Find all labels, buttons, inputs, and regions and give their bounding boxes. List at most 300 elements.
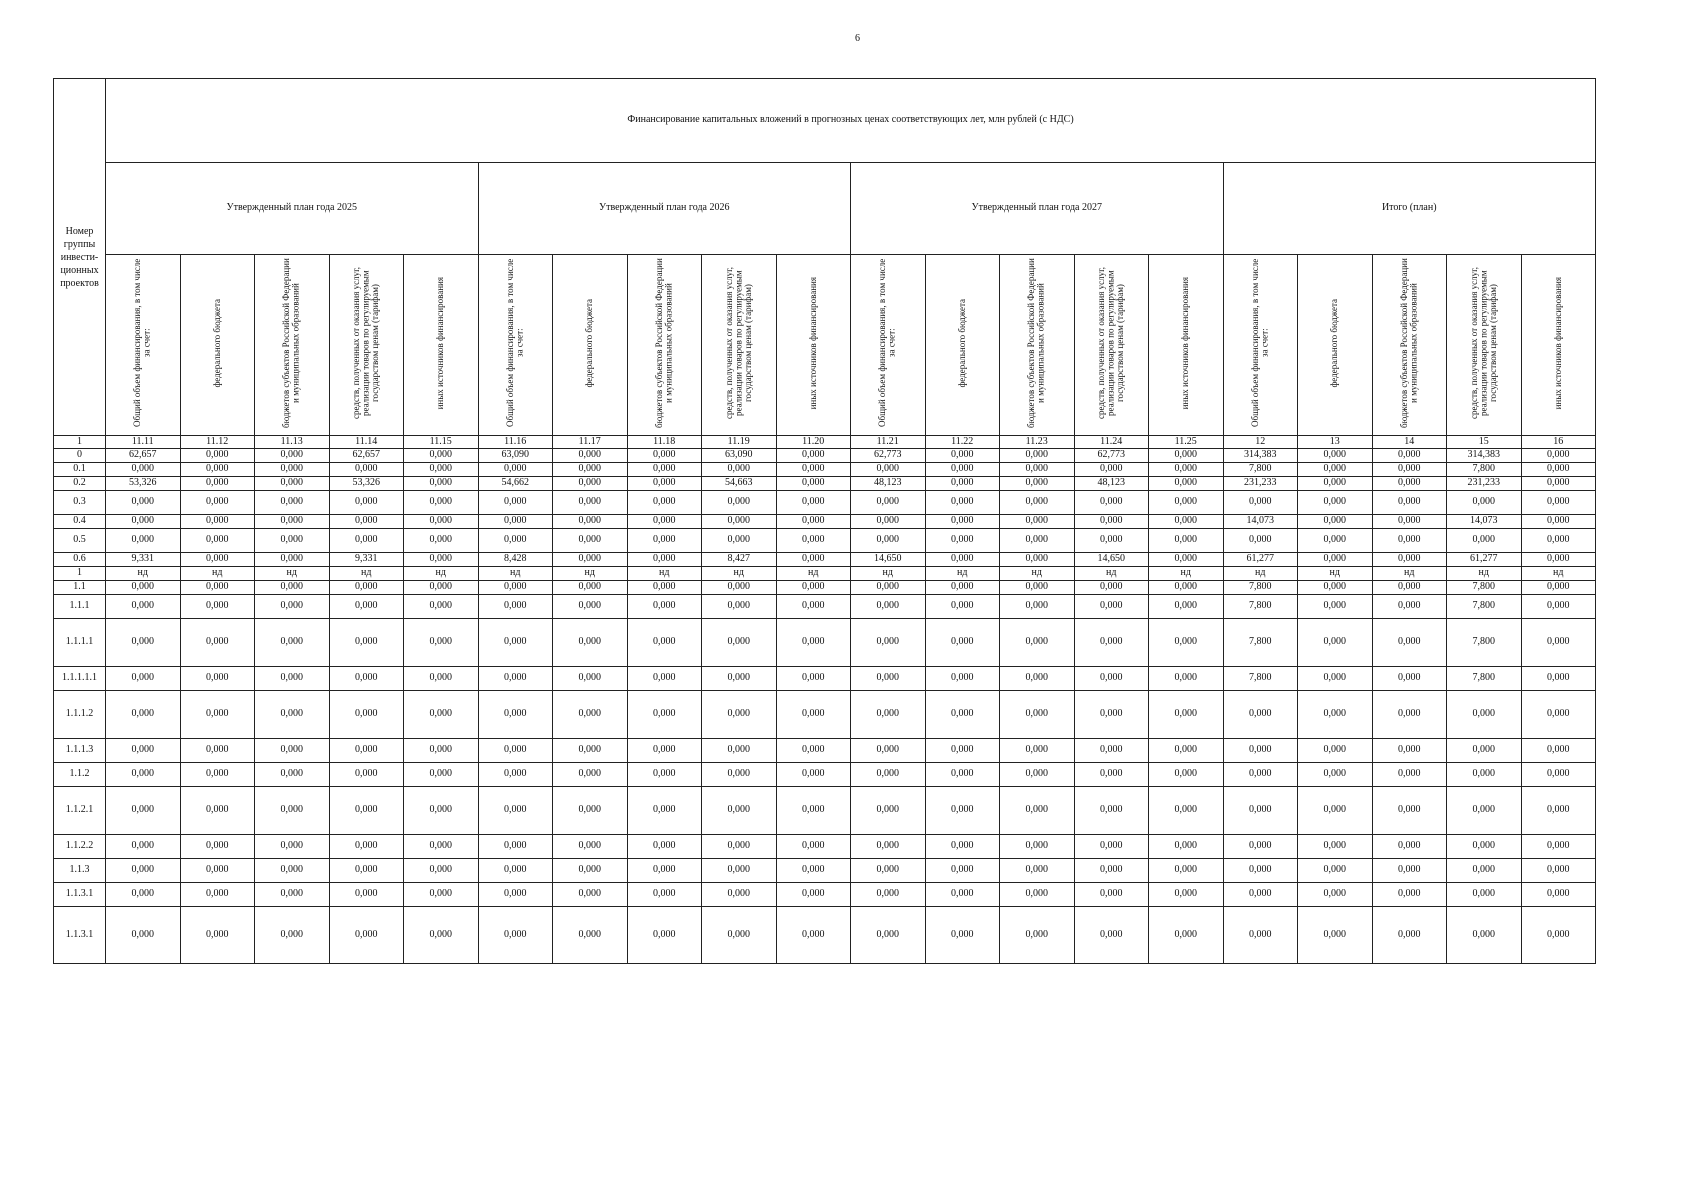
value-cell: 0,000	[1074, 859, 1149, 883]
row-id-cell: 1.1.1.1.1	[54, 667, 106, 691]
value-cell: 0,000	[1149, 581, 1224, 595]
value-cell: 0,000	[106, 763, 181, 787]
value-cell: 0,000	[702, 667, 777, 691]
value-cell: 0,000	[1000, 477, 1075, 491]
value-cell: 0,000	[1372, 595, 1447, 619]
value-cell: 7,800	[1223, 463, 1298, 477]
value-cell: 7,800	[1447, 463, 1522, 477]
value-cell: 0,000	[1298, 691, 1373, 739]
column-number: 13	[1298, 436, 1373, 449]
value-cell: 0,000	[1447, 691, 1522, 739]
value-cell: 0,000	[1521, 787, 1596, 835]
value-cell: 7,800	[1223, 581, 1298, 595]
column-number: 11.19	[702, 436, 777, 449]
value-cell: нд	[553, 567, 628, 581]
table-row	[54, 763, 1596, 787]
value-cell: 0,000	[1447, 763, 1522, 787]
value-cell: 0,000	[255, 883, 330, 907]
value-cell: 0,000	[1521, 553, 1596, 567]
value-cell: 0,000	[404, 581, 479, 595]
row-id-cell: 1.1.2	[54, 763, 106, 787]
subcolumn-header-label: средств, полученных от оказания услуг, реализации товаров по регулируемым государством ценам (тарифам)	[351, 267, 380, 420]
value-cell: 0,000	[627, 763, 702, 787]
value-cell: 0,000	[553, 515, 628, 529]
value-cell: 0,000	[255, 691, 330, 739]
value-cell: 0,000	[1223, 491, 1298, 515]
value-cell: 0,000	[627, 619, 702, 667]
value-cell: 0,000	[553, 619, 628, 667]
value-cell: 0,000	[255, 477, 330, 491]
value-cell: 0,000	[627, 907, 702, 964]
value-cell: 0,000	[851, 529, 926, 553]
value-cell: 0,000	[478, 491, 553, 515]
subcolumn-header	[1521, 255, 1596, 436]
column-number: 11.25	[1149, 436, 1224, 449]
value-cell: 0,000	[776, 883, 851, 907]
table-row	[54, 553, 1596, 567]
subcolumn-header	[1000, 255, 1075, 436]
value-cell: 0,000	[776, 553, 851, 567]
value-cell: 0,000	[106, 619, 181, 667]
table-row	[54, 667, 1596, 691]
value-cell: 8,428	[478, 553, 553, 567]
column-number-row	[54, 436, 1596, 449]
value-cell: 0,000	[1372, 883, 1447, 907]
table-row	[54, 449, 1596, 463]
subcolumn-header	[404, 255, 479, 436]
value-cell: нд	[180, 567, 255, 581]
value-cell: 0,000	[404, 463, 479, 477]
table-row	[54, 529, 1596, 553]
value-cell: 0,000	[702, 835, 777, 859]
value-cell: 0,000	[255, 739, 330, 763]
subcolumn-header-label: Общий объем финансирования, в том числе за счет:	[504, 259, 525, 428]
value-cell: 0,000	[255, 449, 330, 463]
value-cell: 14,650	[1074, 553, 1149, 567]
value-cell: 0,000	[478, 595, 553, 619]
value-cell: 0,000	[106, 491, 181, 515]
column-number: 11.16	[478, 436, 553, 449]
value-cell: 0,000	[851, 667, 926, 691]
value-cell: 0,000	[776, 835, 851, 859]
value-cell: 0,000	[1149, 763, 1224, 787]
value-cell: нд	[925, 567, 1000, 581]
subcolumn-header-label: федерального бюджета	[1329, 298, 1340, 388]
value-cell: 0,000	[1074, 691, 1149, 739]
value-cell: 0,000	[776, 619, 851, 667]
value-cell: 0,000	[180, 859, 255, 883]
value-cell: 0,000	[1000, 739, 1075, 763]
subcolumn-header-label: бюджетов субъектов Российской Федерации и муниципальных образований	[281, 258, 301, 429]
value-cell: 0,000	[1000, 595, 1075, 619]
subcolumn-header	[702, 255, 777, 436]
row-id-cell: 1	[54, 567, 106, 581]
value-cell: 0,000	[702, 529, 777, 553]
value-cell: 0,000	[1149, 835, 1224, 859]
value-cell: 0,000	[180, 619, 255, 667]
subcolumn-header-label: федерального бюджета	[584, 298, 595, 388]
value-cell: 0,000	[478, 787, 553, 835]
value-cell: 0,000	[776, 581, 851, 595]
value-cell: 0,000	[776, 463, 851, 477]
value-cell: 0,000	[1000, 883, 1075, 907]
value-cell: 0,000	[1298, 595, 1373, 619]
value-cell: 0,000	[1521, 529, 1596, 553]
value-cell: 48,123	[851, 477, 926, 491]
value-cell: 0,000	[925, 907, 1000, 964]
value-cell: 0,000	[106, 691, 181, 739]
value-cell: 0,000	[404, 515, 479, 529]
subcolumn-header-label: иных источников финансирования	[435, 277, 446, 410]
value-cell: 0,000	[255, 491, 330, 515]
value-cell: 0,000	[180, 787, 255, 835]
value-cell: 53,326	[329, 477, 404, 491]
value-cell: 0,000	[1074, 667, 1149, 691]
value-cell: 0,000	[1223, 907, 1298, 964]
value-cell: 0,000	[1298, 619, 1373, 667]
value-cell: 0,000	[851, 463, 926, 477]
value-cell: 0,000	[702, 463, 777, 477]
value-cell: 0,000	[329, 581, 404, 595]
value-cell: нд	[478, 567, 553, 581]
value-cell: 0,000	[553, 859, 628, 883]
value-cell: 0,000	[1447, 883, 1522, 907]
value-cell: 0,000	[1149, 619, 1224, 667]
subcolumn-header-label: бюджетов субъектов Российской Федерации и муниципальных образований	[1026, 258, 1046, 429]
value-cell: 0,000	[925, 667, 1000, 691]
subcolumn-header	[478, 255, 553, 436]
value-cell: 0,000	[553, 477, 628, 491]
value-cell: нд	[1447, 567, 1522, 581]
value-cell: 0,000	[776, 667, 851, 691]
value-cell: 62,657	[106, 449, 181, 463]
value-cell: 9,331	[329, 553, 404, 567]
row-id-cell: 1.1.1.3	[54, 739, 106, 763]
value-cell: 0,000	[255, 595, 330, 619]
subcolumn-header	[1074, 255, 1149, 436]
value-cell: 0,000	[702, 859, 777, 883]
value-cell: 0,000	[776, 595, 851, 619]
value-cell: 54,663	[702, 477, 777, 491]
value-cell: 0,000	[106, 907, 181, 964]
row-id-cell: 1.1.1.1	[54, 619, 106, 667]
subcolumn-header	[180, 255, 255, 436]
value-cell: 0,000	[776, 515, 851, 529]
value-cell: нд	[1372, 567, 1447, 581]
value-cell: 0,000	[255, 907, 330, 964]
value-cell: 0,000	[1372, 581, 1447, 595]
value-cell: 0,000	[1000, 491, 1075, 515]
column-number: 11.18	[627, 436, 702, 449]
value-cell: 0,000	[255, 667, 330, 691]
value-cell: 0,000	[627, 477, 702, 491]
value-cell: 0,000	[1000, 691, 1075, 739]
value-cell: 7,800	[1223, 619, 1298, 667]
value-cell: 0,000	[106, 787, 181, 835]
value-cell: 231,233	[1447, 477, 1522, 491]
table-row	[54, 619, 1596, 667]
subcolumn-header	[553, 255, 628, 436]
value-cell: 0,000	[1372, 667, 1447, 691]
value-cell: 0,000	[553, 835, 628, 859]
value-cell: 0,000	[776, 529, 851, 553]
value-cell: 0,000	[404, 595, 479, 619]
value-cell: 0,000	[404, 739, 479, 763]
value-cell: 0,000	[1298, 491, 1373, 515]
value-cell: 0,000	[478, 529, 553, 553]
value-cell: 0,000	[1223, 859, 1298, 883]
subcolumn-header-label: иных источников финансирования	[807, 277, 818, 410]
value-cell: 0,000	[1372, 477, 1447, 491]
value-cell: 0,000	[478, 883, 553, 907]
value-cell: 0,000	[702, 787, 777, 835]
value-cell: 63,090	[702, 449, 777, 463]
value-cell: 0,000	[627, 835, 702, 859]
value-cell: 0,000	[1521, 907, 1596, 964]
value-cell: 0,000	[329, 859, 404, 883]
value-cell: 0,000	[1298, 835, 1373, 859]
value-cell: 14,073	[1447, 515, 1522, 529]
value-cell: 0,000	[1074, 787, 1149, 835]
value-cell: 0,000	[478, 619, 553, 667]
value-cell: 0,000	[1000, 529, 1075, 553]
value-cell: 314,383	[1447, 449, 1522, 463]
value-cell: 0,000	[1521, 619, 1596, 667]
value-cell: 54,662	[478, 477, 553, 491]
table-row	[54, 581, 1596, 595]
value-cell: 0,000	[851, 581, 926, 595]
value-cell: 0,000	[776, 477, 851, 491]
value-cell: 0,000	[1521, 691, 1596, 739]
value-cell: 0,000	[1149, 463, 1224, 477]
value-cell: 0,000	[1521, 463, 1596, 477]
value-cell: 0,000	[478, 667, 553, 691]
value-cell: 0,000	[106, 739, 181, 763]
value-cell: 0,000	[404, 667, 479, 691]
value-cell: 0,000	[627, 553, 702, 567]
value-cell: 0,000	[478, 739, 553, 763]
value-cell: 7,800	[1223, 595, 1298, 619]
subcolumn-header	[1149, 255, 1224, 436]
row-id-cell: 1.1.1.2	[54, 691, 106, 739]
value-cell: 0,000	[1298, 763, 1373, 787]
value-cell: нд	[1521, 567, 1596, 581]
value-cell: 0,000	[1149, 907, 1224, 964]
value-cell: 0,000	[1223, 763, 1298, 787]
value-cell: 0,000	[776, 787, 851, 835]
row-id-cell: 0.3	[54, 491, 106, 515]
value-cell: 0,000	[180, 491, 255, 515]
value-cell: 0,000	[329, 763, 404, 787]
value-cell: нд	[851, 567, 926, 581]
value-cell: 0,000	[1074, 835, 1149, 859]
table-row	[54, 567, 1596, 581]
value-cell: нд	[1223, 567, 1298, 581]
value-cell: 0,000	[255, 835, 330, 859]
value-cell: 0,000	[925, 463, 1000, 477]
value-cell: 0,000	[329, 691, 404, 739]
column-number: 16	[1521, 436, 1596, 449]
subcolumn-header-label: федерального бюджета	[211, 298, 222, 388]
value-cell: 0,000	[1372, 553, 1447, 567]
value-cell: 0,000	[180, 581, 255, 595]
value-cell: 0,000	[1074, 739, 1149, 763]
value-cell: 0,000	[1298, 787, 1373, 835]
value-cell: 0,000	[925, 515, 1000, 529]
value-cell: 0,000	[1372, 907, 1447, 964]
column-number: 1	[54, 436, 106, 449]
value-cell: 0,000	[553, 529, 628, 553]
value-cell: 0,000	[1223, 883, 1298, 907]
value-cell: 0,000	[553, 787, 628, 835]
value-cell: 0,000	[553, 763, 628, 787]
value-cell: 314,383	[1223, 449, 1298, 463]
value-cell: 0,000	[702, 581, 777, 595]
value-cell: 0,000	[1521, 449, 1596, 463]
group-header-2027: Утвержденный план года 2027	[851, 163, 1224, 255]
value-cell: 0,000	[1149, 787, 1224, 835]
value-cell: 0,000	[255, 787, 330, 835]
column-number: 11.21	[851, 436, 926, 449]
value-cell: 0,000	[627, 739, 702, 763]
value-cell: 0,000	[106, 883, 181, 907]
value-cell: 0,000	[1000, 859, 1075, 883]
value-cell: 0,000	[553, 581, 628, 595]
value-cell: 0,000	[1074, 763, 1149, 787]
value-cell: 0,000	[478, 463, 553, 477]
value-cell: 0,000	[329, 463, 404, 477]
row-id-cell: 1.1.2.2	[54, 835, 106, 859]
row-id-cell: 0.1	[54, 463, 106, 477]
value-cell: 0,000	[1372, 491, 1447, 515]
value-cell: 0,000	[478, 907, 553, 964]
value-cell: нд	[776, 567, 851, 581]
value-cell: 0,000	[553, 449, 628, 463]
table-row	[54, 477, 1596, 491]
value-cell: 0,000	[478, 763, 553, 787]
value-cell: нд	[1298, 567, 1373, 581]
value-cell: 0,000	[776, 763, 851, 787]
value-cell: 0,000	[478, 691, 553, 739]
value-cell: 0,000	[1223, 691, 1298, 739]
value-cell: 0,000	[1372, 835, 1447, 859]
value-cell: 0,000	[776, 449, 851, 463]
value-cell: 0,000	[851, 883, 926, 907]
row-id-cell: 0	[54, 449, 106, 463]
value-cell: нд	[1000, 567, 1075, 581]
value-cell: 0,000	[255, 619, 330, 667]
value-cell: 0,000	[404, 491, 479, 515]
value-cell: 0,000	[1447, 491, 1522, 515]
column-number: 15	[1447, 436, 1522, 449]
value-cell: 0,000	[329, 835, 404, 859]
table-row	[54, 787, 1596, 835]
value-cell: 0,000	[851, 619, 926, 667]
row-id-cell: 1.1.3.1	[54, 883, 106, 907]
value-cell: 0,000	[106, 859, 181, 883]
value-cell: 0,000	[180, 691, 255, 739]
value-cell: 0,000	[180, 515, 255, 529]
value-cell: 0,000	[925, 491, 1000, 515]
row-id-cell: 1.1.3.1	[54, 907, 106, 964]
value-cell: 0,000	[627, 491, 702, 515]
value-cell: 0,000	[1521, 883, 1596, 907]
value-cell: 0,000	[180, 553, 255, 567]
value-cell: 0,000	[925, 581, 1000, 595]
subcolumn-header-row	[54, 255, 1596, 436]
subcolumn-header	[255, 255, 330, 436]
value-cell: 0,000	[553, 907, 628, 964]
value-cell: 0,000	[1521, 667, 1596, 691]
value-cell: 0,000	[627, 529, 702, 553]
value-cell: 7,800	[1447, 667, 1522, 691]
subcolumn-header-label: федерального бюджета	[956, 298, 967, 388]
value-cell: 0,000	[329, 619, 404, 667]
value-cell: 0,000	[702, 883, 777, 907]
value-cell: 0,000	[553, 739, 628, 763]
value-cell: 0,000	[627, 883, 702, 907]
value-cell: нд	[1149, 567, 1224, 581]
value-cell: 0,000	[1223, 835, 1298, 859]
value-cell: 0,000	[1298, 515, 1373, 529]
page-number: 6	[855, 33, 860, 44]
value-cell: 7,800	[1447, 581, 1522, 595]
value-cell: 0,000	[1521, 477, 1596, 491]
subcolumn-header-label: Общий объем финансирования, в том числе за счет:	[877, 259, 897, 428]
value-cell: 0,000	[851, 491, 926, 515]
value-cell: 0,000	[702, 739, 777, 763]
value-cell: 0,000	[404, 477, 479, 491]
value-cell: 0,000	[553, 667, 628, 691]
table-row	[54, 595, 1596, 619]
value-cell: 0,000	[1223, 787, 1298, 835]
table-row	[54, 883, 1596, 907]
value-cell: 0,000	[1149, 883, 1224, 907]
value-cell: 0,000	[925, 619, 1000, 667]
value-cell: 0,000	[106, 463, 181, 477]
value-cell: нд	[106, 567, 181, 581]
value-cell: 0,000	[1000, 449, 1075, 463]
value-cell: 61,277	[1223, 553, 1298, 567]
table-row	[54, 859, 1596, 883]
value-cell: 0,000	[1149, 477, 1224, 491]
subcolumn-header-label: средств, полученных от оказания услуг, реализации товаров по регулируемым государством ценам (тарифам)	[1468, 267, 1498, 420]
value-cell: 0,000	[1447, 739, 1522, 763]
value-cell: 0,000	[329, 515, 404, 529]
value-cell: 0,000	[1372, 449, 1447, 463]
value-cell: 0,000	[851, 763, 926, 787]
value-cell: 0,000	[1074, 619, 1149, 667]
value-cell: 0,000	[1223, 529, 1298, 553]
row-id-cell: 0.6	[54, 553, 106, 567]
value-cell: 0,000	[255, 581, 330, 595]
value-cell: 0,000	[1074, 463, 1149, 477]
value-cell: 0,000	[404, 619, 479, 667]
value-cell: 0,000	[478, 835, 553, 859]
subcolumn-header-label: бюджетов субъектов Российской Федерации и муниципальных образований	[653, 258, 674, 429]
subcolumn-header	[1372, 255, 1447, 436]
value-cell: нд	[627, 567, 702, 581]
column-number: 11.15	[404, 436, 479, 449]
value-cell: 0,000	[1149, 449, 1224, 463]
value-cell: 0,000	[404, 787, 479, 835]
value-cell: 0,000	[925, 449, 1000, 463]
value-cell: 0,000	[925, 739, 1000, 763]
row-id-cell: 1.1.2.1	[54, 787, 106, 835]
value-cell: 0,000	[478, 515, 553, 529]
value-cell: 0,000	[106, 581, 181, 595]
value-cell: 0,000	[255, 553, 330, 567]
